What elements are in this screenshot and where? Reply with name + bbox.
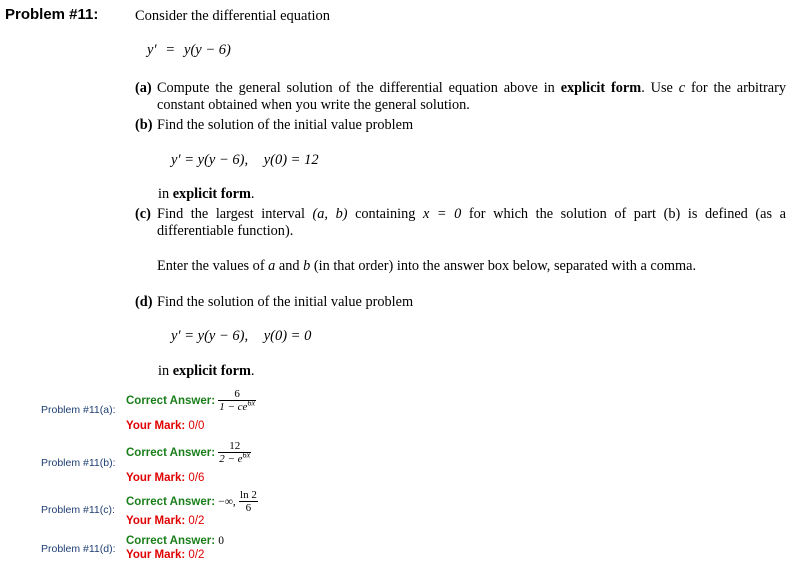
- part-c-var-b: b: [303, 258, 311, 274]
- result-a-mark-label: Your Mark:: [126, 420, 186, 432]
- part-b-text: Find the solution of the initial value problem: [157, 117, 414, 133]
- main-equation-lhs: y′: [147, 42, 157, 58]
- part-c-text2: containing: [355, 206, 416, 222]
- result-b-correct-label: Correct Answer:: [126, 447, 216, 460]
- part-b-after-suffix: .: [250, 186, 255, 202]
- result-d-mark-label: Your Mark:: [126, 549, 186, 561]
- problem-title: Problem #11:: [5, 6, 99, 23]
- part-a-text2: . Use: [641, 80, 673, 96]
- part-d-condition: y(0) = 0: [263, 328, 312, 344]
- result-d-label: Problem #11(d):: [41, 543, 116, 555]
- result-d-answer: 0: [218, 535, 224, 547]
- result-b-den-sup: 6x: [242, 450, 251, 460]
- part-c-and: and: [278, 258, 300, 274]
- result-b-answer: [218, 440, 251, 466]
- result-b-mark-value: 0/6: [188, 472, 205, 484]
- result-c-mark: [126, 515, 204, 527]
- result-a-mark-value: 0/0: [188, 420, 205, 432]
- part-c-var-a: a: [268, 258, 276, 274]
- part-b-after-bold: explicit form: [172, 186, 251, 202]
- result-b-den-base: 2 − e: [219, 453, 243, 465]
- part-c-interval: (a, b): [312, 206, 348, 222]
- result-b-correct: [126, 440, 251, 466]
- part-c-condition: x = 0: [423, 206, 462, 222]
- result-b-answer-num: 12: [229, 440, 241, 452]
- part-b-after: [158, 186, 255, 203]
- problem-intro: Consider the differential equation: [135, 8, 331, 24]
- result-d-mark: [126, 549, 204, 561]
- result-c-answer-den: 6: [239, 501, 258, 515]
- result-d-correct-label: Correct Answer:: [126, 535, 216, 547]
- part-b-condition: y(0) = 12: [263, 152, 319, 168]
- result-c-correct: [126, 489, 258, 515]
- result-c-answer: [239, 489, 258, 515]
- result-a-den-sup: 6x: [247, 398, 255, 408]
- part-c-enter-2: (in that order) into the answer box below, separated with a comma.: [313, 258, 697, 274]
- result-a-den-base: 1 − ce: [219, 401, 248, 413]
- part-a-var: c: [678, 80, 686, 96]
- part-b-after-prefix: in: [158, 186, 170, 202]
- result-c-correct-label: Correct Answer:: [126, 496, 216, 509]
- result-d-mark-value: 0/2: [188, 549, 205, 561]
- part-b-eq: y′ = y(y − 6),: [171, 152, 249, 168]
- result-a-answer: [218, 388, 256, 414]
- part-c-enter: [157, 258, 696, 275]
- part-b-equation: [171, 152, 319, 169]
- part-d-after-prefix: in: [158, 363, 170, 379]
- part-c-letter: (c): [135, 206, 151, 222]
- part-a-text1: Compute the general solution of the differential equation above in: [157, 80, 555, 96]
- part-c-text3: for which the solution of part (b) is defined (as a differentiable function).: [157, 206, 786, 239]
- result-c-answer-num: ln 2: [240, 489, 257, 501]
- part-d-equation: [171, 328, 311, 345]
- result-a-label: Problem #11(a):: [41, 404, 116, 416]
- part-d-letter: (d): [135, 294, 153, 310]
- main-equation-eq: =: [166, 42, 175, 58]
- part-a: [135, 80, 786, 114]
- result-a-answer-num: 6: [234, 388, 240, 400]
- part-d-after-suffix: .: [250, 363, 255, 379]
- part-b: [135, 117, 413, 134]
- part-a-text3: for the arbitrary constant obtained when you write the general solution.: [157, 80, 786, 113]
- result-b-mark: [126, 472, 204, 484]
- result-d-correct: [126, 535, 224, 547]
- part-a-bold: explicit form: [560, 80, 642, 96]
- part-a-letter: (a): [135, 80, 152, 96]
- part-d-after-bold: explicit form: [172, 363, 251, 379]
- result-c-answer-prefix: −∞,: [218, 496, 236, 509]
- main-equation-rhs: y(y − 6): [184, 42, 231, 58]
- result-c-mark-value: 0/2: [188, 515, 205, 527]
- part-b-letter: (b): [135, 117, 153, 133]
- part-d: [135, 294, 413, 311]
- part-c-text1: Find the largest interval: [157, 206, 305, 222]
- part-c-enter-1: Enter the values of: [157, 258, 265, 274]
- result-a-answer-den: [218, 400, 256, 414]
- result-b-mark-label: Your Mark:: [126, 472, 186, 484]
- main-equation: [147, 42, 231, 59]
- part-d-eq: y′ = y(y − 6),: [171, 328, 249, 344]
- result-a-correct: [126, 388, 256, 414]
- result-b-label: Problem #11(b):: [41, 457, 116, 469]
- result-a-correct-label: Correct Answer:: [126, 395, 216, 408]
- part-d-after: [158, 363, 255, 380]
- result-a-mark: [126, 420, 204, 432]
- result-c-label: Problem #11(c):: [41, 504, 115, 516]
- part-c: [135, 206, 786, 240]
- result-c-mark-label: Your Mark:: [126, 515, 186, 527]
- part-d-text: Find the solution of the initial value problem: [157, 294, 414, 310]
- result-b-answer-den: [218, 452, 251, 466]
